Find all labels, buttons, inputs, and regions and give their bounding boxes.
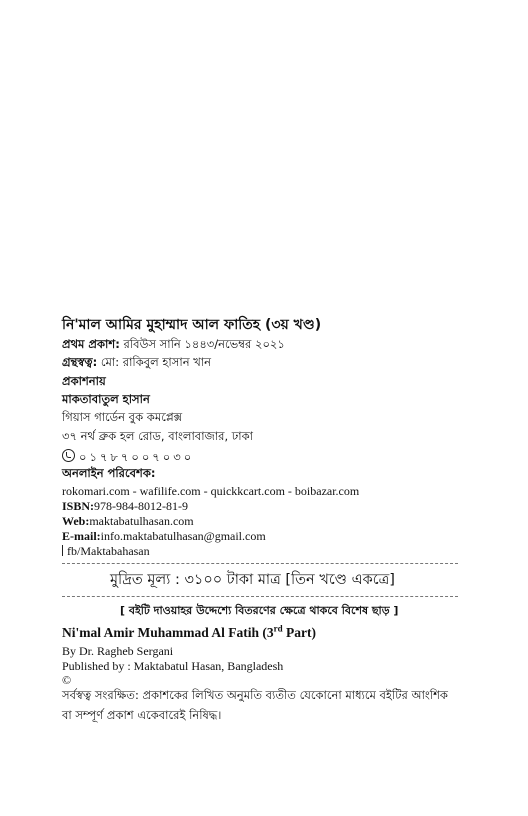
email-label: E-mail: bbox=[62, 529, 101, 543]
rights-line-2: বা সম্পূর্ণ প্রকাশ একেবারেই নিষিদ্ধ। bbox=[62, 708, 222, 722]
phone-number: ০১৭৮৭০০৭০৩০ bbox=[79, 450, 195, 464]
online-distributor-label: অনলাইন পরিবেশক: bbox=[62, 466, 156, 480]
facebook-handle: fb/Maktabahasan bbox=[67, 544, 150, 558]
facebook-line bbox=[62, 545, 150, 557]
publisher-name: মাকতাবাতুল হাসান bbox=[62, 392, 150, 406]
divider-top bbox=[62, 563, 458, 564]
rights-line-1: সর্বস্বত্ব সংরক্ষিত: প্রকাশকের লিখিত অনুমতি ব্যতীত যেকোনো মাধ্যমে বইটির আংশিক bbox=[62, 688, 448, 702]
copyright-symbol: © bbox=[62, 673, 72, 687]
english-title-main: Ni'mal Amir Muhammad Al Fatih (3 bbox=[62, 625, 274, 640]
facebook-icon bbox=[62, 545, 63, 556]
address-line-1: গিয়াস গার্ডেন বুক কমপ্লেক্স bbox=[62, 410, 183, 424]
isbn-label: ISBN: bbox=[62, 499, 95, 513]
first-publication-value: রবিউস সানি ১৪৪৩/নভেম্বর ২০২১ bbox=[119, 337, 285, 351]
isbn-line bbox=[62, 500, 188, 512]
address-line-2: ৩৭ নর্থ ব্রুক হল রোড, বাংলাবাজার, ঢাকা bbox=[62, 429, 254, 443]
isbn-value: 978-984-8012-81-9 bbox=[94, 499, 188, 513]
publisher-label: প্রকাশনায় bbox=[62, 374, 106, 388]
divider-bottom bbox=[62, 596, 458, 597]
english-title bbox=[62, 623, 316, 640]
email-line bbox=[62, 530, 266, 542]
author-en: By Dr. Ragheb Sergani bbox=[62, 644, 174, 658]
web-label: Web: bbox=[62, 514, 90, 528]
online-sites: rokomari.com - wafilife.com - quickkcart.com - boibazar.com bbox=[62, 484, 360, 498]
copyright-owner-label: গ্রন্থস্বত্ব: bbox=[62, 355, 98, 369]
phone-icon bbox=[62, 449, 75, 462]
book-title-bn: নি'মাল আমির মুহাম্মাদ আল ফাতিহ (৩য় খণ্ড) bbox=[62, 317, 322, 333]
discount-note: [ বইটি দাওয়াহর উদ্দেশ্যে বিতরণের ক্ষেত্রে থাকবে বিশেষ ছাড় ] bbox=[120, 604, 399, 617]
web-value: maktabatulhasan.com bbox=[89, 514, 194, 528]
phone-line bbox=[62, 449, 194, 464]
copyright-owner-line bbox=[62, 357, 211, 369]
email-value: info.maktabatulhasan@gmail.com bbox=[100, 529, 266, 543]
english-title-end: Part) bbox=[282, 625, 316, 640]
first-publication-line bbox=[62, 339, 285, 351]
published-by-en: Published by : Maktabatul Hasan, Bangladesh bbox=[62, 659, 284, 673]
first-publication-label: প্রথম প্রকাশ: bbox=[62, 337, 120, 351]
english-title-sup: rd bbox=[273, 623, 283, 634]
copyright-owner-value: মো: রাকিবুল হাসান খান bbox=[97, 355, 211, 369]
price-line: মুদ্রিত মূল্য : ৩১০০ টাকা মাত্র [তিন খণ্ডে একত্রে] bbox=[110, 572, 395, 588]
web-line bbox=[62, 515, 194, 527]
